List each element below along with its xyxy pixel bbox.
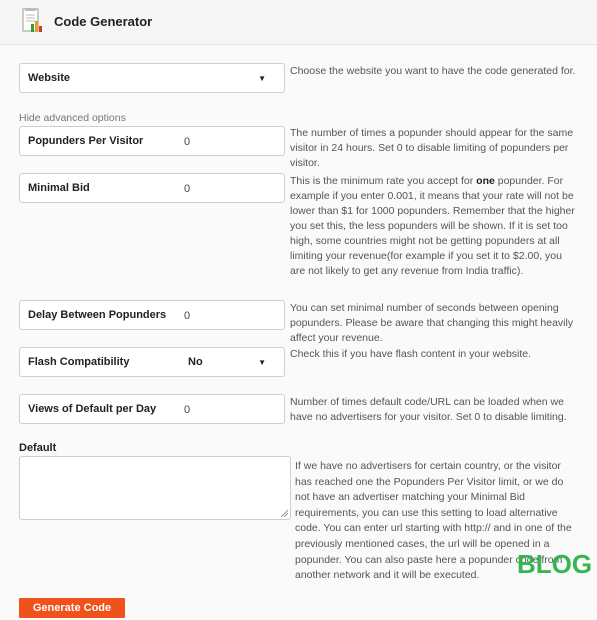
document-chart-icon bbox=[22, 8, 42, 34]
default-help: If we have no advertisers for certain country, or the visitor has reached one the Popunders Per Visitor limit, or we do not have an advertiser matching your Minimal Bid requirements, you can use this setting to load alternative code. You can enter url starting with http:// and in one of the previously mentioned cases, the url will be opened in a popunder. You can also paste here a popunder code from another network and it will be executed. bbox=[295, 460, 572, 582]
delay-between-popunders-label: Delay Between Popunders bbox=[28, 309, 167, 321]
blog-watermark: BLOG bbox=[517, 549, 593, 579]
views-of-default-help: Number of times default code/URL can be loaded when we have no advertisers for your visitor. Set 0 to disable limiting. bbox=[290, 396, 567, 423]
minimal-bid-value: 0 bbox=[184, 183, 191, 195]
delay-between-popunders-value: 0 bbox=[184, 310, 191, 322]
views-of-default-value: 0 bbox=[184, 404, 191, 416]
dropdown-caret-icon: ▼ bbox=[258, 74, 266, 83]
flash-compatibility-help: Check this if you have flash content in your website. bbox=[290, 348, 532, 360]
generate-code-button[interactable]: Generate Code bbox=[19, 598, 125, 618]
popunders-per-visitor-label: Popunders Per Visitor bbox=[28, 135, 144, 147]
page-header bbox=[0, 0, 597, 45]
minimal-bid-field[interactable] bbox=[19, 173, 285, 203]
minimal-bid-help-emphasis: one bbox=[476, 175, 495, 187]
delay-between-popunders-help: You can set minimal number of seconds between opening popunders. Please be aware that changing this might heavily affect your revenue. bbox=[290, 302, 574, 344]
hide-advanced-options-link[interactable]: Hide advanced options bbox=[19, 112, 126, 124]
dropdown-caret-icon: ▼ bbox=[258, 358, 266, 367]
flash-compatibility-value: No bbox=[188, 356, 203, 368]
minimal-bid-help-text: This is the minimum rate you accept for bbox=[290, 175, 477, 187]
flash-compatibility-label: Flash Compatibility bbox=[28, 356, 130, 368]
minimal-bid-help-text-rest: popunder. For example if you enter 0.001, it means that your rate will not be lower than $1 for 1000 popunders. Remember that the higher you set this, the less popunders will be shown. If it is set too high, some countries might not be getting popunders at all limiting your revenue(for example if you set it to $2.00, you are not likely to get any revenue from India traffic). bbox=[290, 175, 575, 277]
minimal-bid-help bbox=[290, 174, 580, 279]
flash-compatibility-select[interactable] bbox=[19, 347, 285, 377]
views-of-default-field[interactable] bbox=[19, 394, 285, 424]
minimal-bid-label: Minimal Bid bbox=[28, 182, 90, 194]
website-select[interactable] bbox=[19, 63, 285, 93]
resize-grip-icon[interactable] bbox=[281, 510, 288, 517]
views-of-default-label: Views of Default per Day bbox=[28, 403, 157, 415]
website-select-label: Website bbox=[28, 72, 70, 84]
website-help: Choose the website you want to have the code generated for. bbox=[290, 65, 576, 77]
default-label: Default bbox=[19, 442, 57, 454]
page-title: Code Generator bbox=[54, 14, 153, 29]
popunders-per-visitor-help: The number of times a popunder should appear for the same visitor in 24 hours. Set 0 to disable limiting of popunders per visitor. bbox=[290, 127, 574, 169]
popunders-per-visitor-value: 0 bbox=[184, 136, 191, 148]
delay-between-popunders-field[interactable] bbox=[19, 300, 285, 330]
popunders-per-visitor-field[interactable] bbox=[19, 126, 285, 156]
default-textarea[interactable] bbox=[19, 456, 291, 520]
